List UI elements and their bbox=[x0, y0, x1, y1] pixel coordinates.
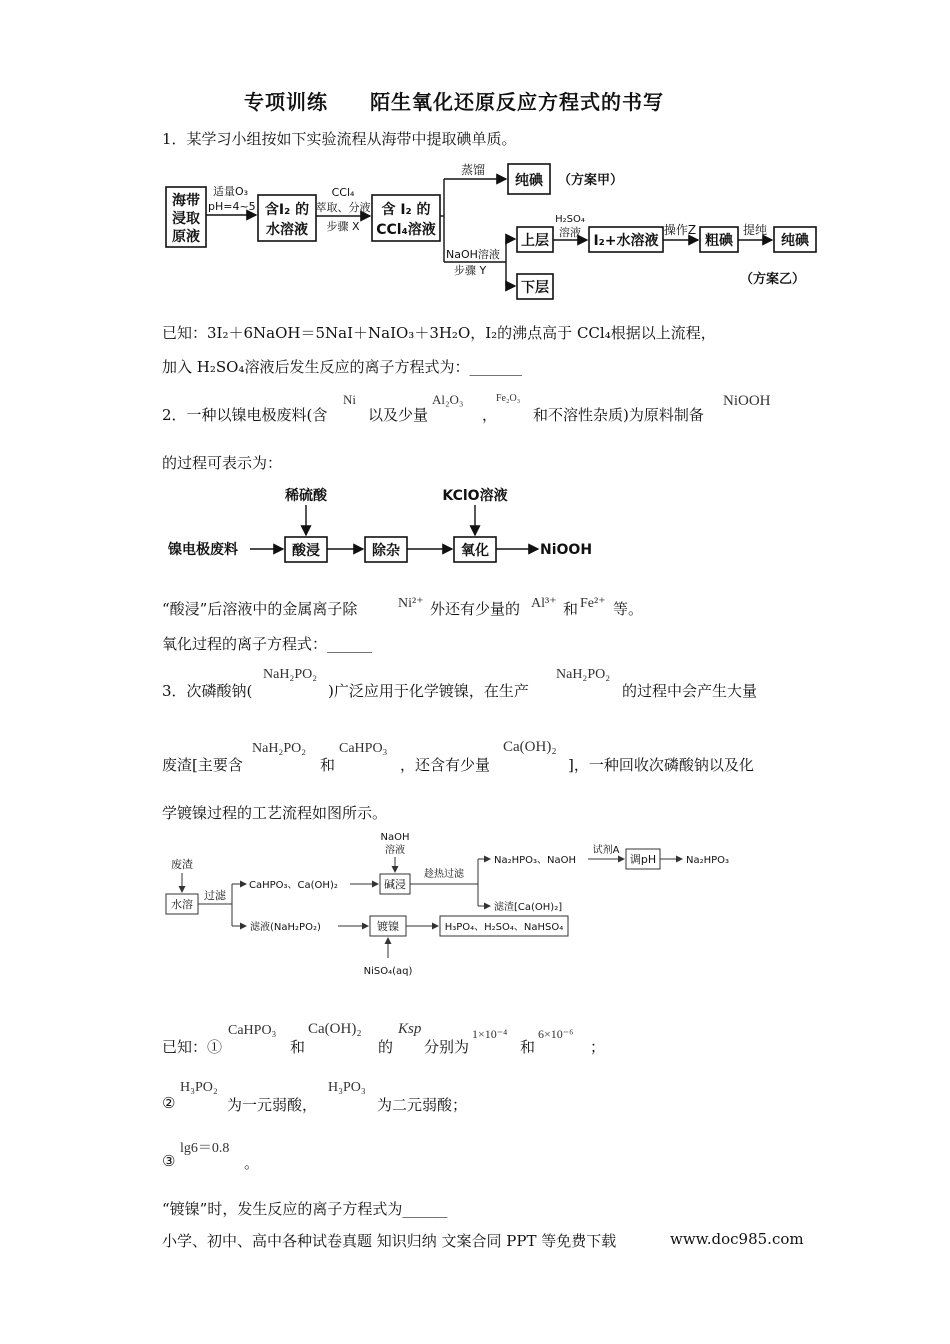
q1-cond1-l2: pH=4~5 bbox=[208, 200, 256, 213]
q2-line3-a: “酸浸”后溶液中的金属离子除 bbox=[162, 600, 358, 618]
q3-known-c: 的 bbox=[378, 1038, 394, 1056]
q3-known-ksp: Ksp bbox=[398, 1021, 422, 1037]
q3-c2-b: 为一元弱酸， bbox=[227, 1096, 318, 1114]
q3-line1-b: )广泛应用于化学镀镍，在生产 bbox=[328, 682, 529, 700]
q2-input: 镍电极废料 bbox=[168, 542, 238, 558]
q2-line3-c: 和 bbox=[563, 600, 579, 618]
q2-flow-diagram bbox=[160, 478, 620, 574]
footer-link[interactable]: www.doc985.com bbox=[670, 1230, 804, 1248]
q3-formula-3: NaH₂PO₂ bbox=[252, 741, 307, 756]
q3-line1-c: 的过程中会产生大量 bbox=[622, 682, 758, 700]
q3-c3-a: ③ bbox=[162, 1152, 176, 1170]
q1-start-l2: 浸取 bbox=[172, 211, 200, 227]
q1-known: 已知：3I₂＋6NaOH＝5NaI＋NaIO₃＋3H₂O，I₂的沸点高于 CCl₄根据以上流程， bbox=[162, 324, 716, 342]
q2-formula-ni2: Ni²⁺ bbox=[398, 596, 424, 611]
q3-formula-1: NaH₂PO₂ bbox=[263, 667, 318, 682]
q3-c3-b: 。 bbox=[244, 1154, 260, 1172]
q1-h2so4-l1: H₂SO₄ bbox=[555, 214, 585, 225]
q2-line1-c: 和不溶性杂质)为原料制备 bbox=[533, 406, 704, 424]
q3-flow-diagram bbox=[160, 826, 780, 986]
q1-crude: 粗碘 bbox=[705, 233, 733, 249]
q3-adjust: 调pH bbox=[629, 853, 657, 866]
q2-line3-b: 外还有少量的 bbox=[430, 600, 521, 618]
q3-c2-f1: H₃PO₂ bbox=[180, 1080, 218, 1095]
q3-line2-c: ，还含有少量 bbox=[400, 756, 491, 774]
q3-line2-a: 废渣[主要含 bbox=[162, 756, 243, 774]
q3-products: H₃PO₄、H₂SO₄、NaHSO₄ bbox=[444, 922, 564, 933]
q3-question: “镀镍”时，发生反应的离子方程式为______ bbox=[162, 1200, 448, 1218]
q2-formula-al2o3: Al₂O₃ bbox=[432, 392, 464, 407]
q2-step3: 氧化 bbox=[461, 543, 489, 559]
q3-known-f2: Ca(OH)₂ bbox=[308, 1021, 362, 1037]
q3-waste: 废渣 bbox=[171, 858, 193, 871]
footer-text: 小学、初中、高中各种试卷真题 知识归纳 文案合同 PPT 等免费下载 bbox=[162, 1232, 617, 1250]
q1-start-l1: 海带 bbox=[172, 193, 200, 209]
q3-top: Na₂HPO₃、NaOH bbox=[494, 855, 577, 866]
q3-naoh-l2: 溶液 bbox=[385, 845, 405, 856]
q2-product: NiOOH bbox=[540, 542, 593, 558]
page-title: 专项训练 陌生氧化还原反应方程式的书写 bbox=[244, 90, 664, 114]
q3-formula-2: NaH₂PO₂ bbox=[556, 667, 611, 682]
q3-filter: 过滤 bbox=[204, 889, 226, 902]
q1-intro: 1．某学习小组按如下实验流程从海带中提取碘单质。 bbox=[162, 130, 517, 148]
q2-line1-b: 以及少量 bbox=[368, 406, 429, 424]
q1-box3-l2: CCl₄溶液 bbox=[376, 222, 436, 238]
q2-formula-fe2o3: Fe₂O₃ bbox=[496, 393, 521, 404]
q1-box3-l1: 含 I₂ 的 bbox=[381, 202, 431, 218]
q3-alkali: 碱浸 bbox=[384, 878, 406, 891]
q2-line1-a: 2．一种以镍电极废料(含 bbox=[162, 406, 328, 424]
q2-step1: 酸浸 bbox=[292, 543, 320, 559]
q3-formula-5: Ca(OH)₂ bbox=[503, 739, 557, 755]
q3-line1-a: 3．次磷酸钠( bbox=[162, 682, 253, 700]
q3-c2-c: 为二元弱酸； bbox=[377, 1096, 468, 1114]
q2-formula-al3: Al³⁺ bbox=[531, 596, 557, 611]
q3-known-f5: 6×10⁻⁶ bbox=[538, 1027, 574, 1041]
q1-opz: 操作Z bbox=[663, 223, 697, 237]
q1-cond2-l2: 萃取、分液 bbox=[315, 201, 371, 214]
q1-start-l3: 原液 bbox=[172, 229, 200, 245]
q1-plan-a: （方案甲） bbox=[558, 173, 624, 188]
q3-line3: 学镀镍过程的工艺流程如图所示。 bbox=[162, 804, 388, 822]
q1-cond1-l1: 适量O₃ bbox=[213, 185, 249, 198]
q3-known-f4: 1×10⁻⁴ bbox=[472, 1027, 508, 1041]
q3-known-a: 已知：① bbox=[162, 1038, 223, 1056]
q1-pure1: 纯碘 bbox=[515, 173, 543, 189]
q3-plate: 镀镍 bbox=[377, 920, 399, 933]
q3-dissolve: 水溶 bbox=[171, 898, 193, 911]
q2-acid: 稀硫酸 bbox=[285, 488, 327, 504]
q1-lower: 下层 bbox=[521, 280, 549, 296]
q1-pure2: 纯碘 bbox=[781, 233, 809, 249]
q1-purify: 提纯 bbox=[742, 223, 768, 237]
q1-i2mix: I₂+水溶液 bbox=[593, 233, 659, 249]
q1-question: 加入 H₂SO₄溶液后发生反应的离子方程式为：_______ bbox=[162, 358, 522, 376]
q3-niso4: NiSO₄(aq) bbox=[363, 966, 413, 977]
q1-cond2-l1: CCl₄ bbox=[331, 186, 355, 199]
q3-hotfilter: 趁热过滤 bbox=[424, 869, 464, 880]
q3-formula-4: CaHPO₃ bbox=[339, 741, 388, 756]
q3-known-f: ； bbox=[590, 1038, 606, 1056]
q2-formula-ni: Ni bbox=[343, 392, 356, 407]
q2-question: 氧化过程的离子方程式：______ bbox=[162, 635, 373, 653]
q3-known-b: 和 bbox=[290, 1038, 306, 1056]
q1-h2so4-l2: 溶液 bbox=[559, 226, 581, 239]
q3-known-d: 分别为 bbox=[424, 1038, 470, 1056]
q3-reagent: 试剂A bbox=[592, 845, 620, 856]
q2-line3-d: 等。 bbox=[613, 600, 644, 618]
q1-flow-diagram bbox=[160, 152, 820, 302]
q2-formula-fe2: Fe²⁺ bbox=[580, 596, 606, 611]
q1-cond2-l3: 步骤 X bbox=[326, 220, 360, 233]
q3-residue: 滤渣[Ca(OH)₂] bbox=[494, 902, 563, 913]
q1-box2-l1: 含I₂ 的 bbox=[264, 202, 310, 218]
q2-line2: 的过程可表示为： bbox=[162, 454, 283, 472]
q3-known-f1: CaHPO₃ bbox=[228, 1023, 277, 1038]
q3-final: Na₂HPO₃ bbox=[686, 855, 730, 866]
q3-line2-b: 和 bbox=[320, 756, 336, 774]
q2-comma: ， bbox=[482, 406, 498, 424]
q1-box2-l2: 水溶液 bbox=[266, 222, 308, 238]
q3-naoh-l1: NaOH bbox=[380, 832, 410, 843]
q1-plan-b: （方案乙） bbox=[740, 272, 806, 287]
q3-filtrate: 滤液(NaH₂PO₂) bbox=[250, 922, 321, 933]
q3-c3-formula: lg6＝0.8 bbox=[180, 1141, 230, 1156]
q1-naoh-l1: NaOH溶液 bbox=[446, 248, 500, 261]
q2-kclo: KClO溶液 bbox=[442, 488, 508, 504]
q2-step2: 除杂 bbox=[372, 543, 400, 559]
q3-c2-a: ② bbox=[162, 1094, 176, 1112]
q3-known-e: 和 bbox=[520, 1038, 536, 1056]
q3-c2-f2: H₃PO₃ bbox=[328, 1080, 366, 1095]
q1-upper: 上层 bbox=[521, 233, 549, 249]
q1-distill: 蒸馏 bbox=[460, 163, 486, 177]
q2-formula-niooh: NiOOH bbox=[723, 393, 771, 409]
q3-line2-d: ]，一种回收次磷酸钠以及化 bbox=[568, 756, 754, 774]
q1-naoh-l2: 步骤 Y bbox=[454, 264, 487, 277]
q3-solid: CaHPO₃、Ca(OH)₂ bbox=[249, 880, 338, 891]
